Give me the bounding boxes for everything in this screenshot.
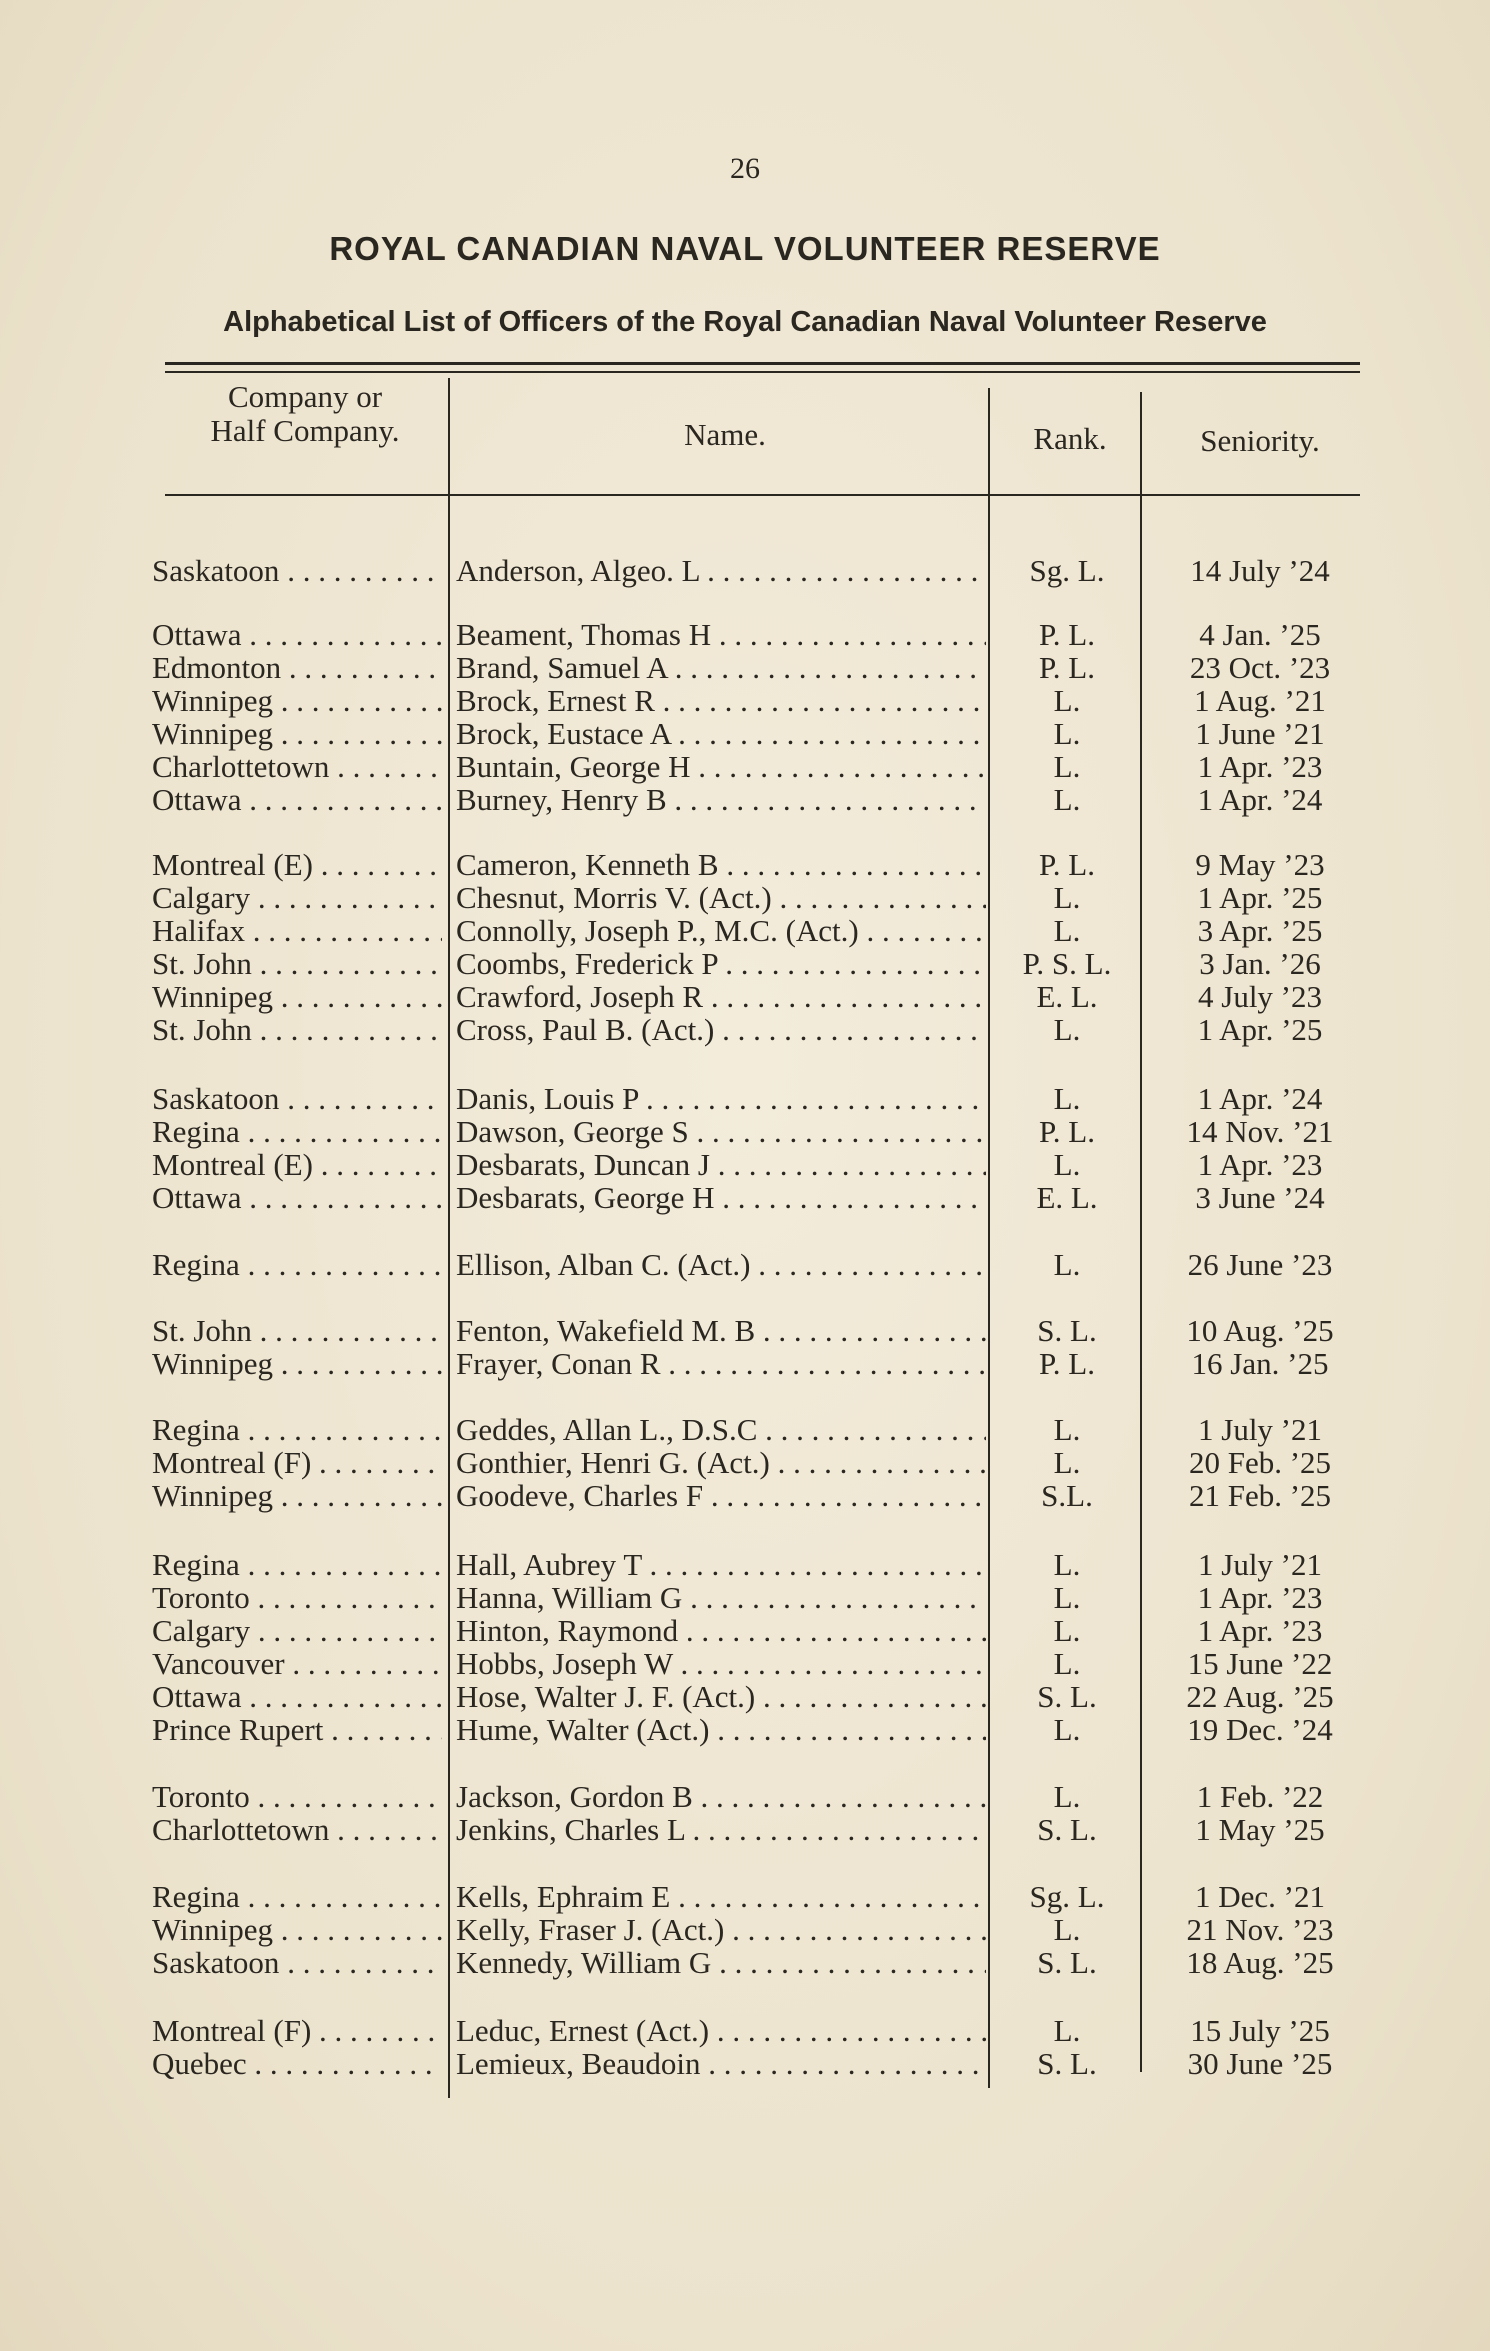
name-cell: Crawford, Joseph R . . . <box>456 980 986 1014</box>
table-row <box>0 1314 1490 1348</box>
page-number: 26 <box>730 152 760 185</box>
company-cell: Saskatoon . . . <box>152 1082 442 1116</box>
seniority-cell: 3 Apr. ’25 <box>1197 914 1323 948</box>
table-row <box>0 980 1490 1014</box>
seniority-cell: 21 Nov. ’23 <box>1186 1913 1334 1947</box>
rank-cell: L. <box>1053 1082 1081 1116</box>
rank-cell: L. <box>1053 2014 1081 2048</box>
seniority-cell: 1 Apr. ’23 <box>1197 1581 1323 1615</box>
table-row <box>0 848 1490 882</box>
table-row <box>0 618 1490 652</box>
rank-cell: L. <box>1053 1413 1081 1447</box>
rank-cell: L. <box>1053 783 1081 817</box>
company-cell: Saskatoon . . . <box>152 554 442 588</box>
rank-cell: P. L. <box>1039 1115 1095 1149</box>
table-row <box>0 1347 1490 1381</box>
table-row <box>0 1479 1490 1513</box>
company-cell: Ottawa . . . <box>152 1181 442 1215</box>
table-row <box>0 1082 1490 1116</box>
name-cell: Hanna, William G . . . <box>456 1581 986 1615</box>
rank-cell: L. <box>1053 1148 1081 1182</box>
rank-cell: L. <box>1053 881 1081 915</box>
rank-cell: Sg. L. <box>1029 554 1105 588</box>
rank-cell: L. <box>1053 1548 1081 1582</box>
company-cell: St. John . . . <box>152 947 442 981</box>
table-row <box>0 881 1490 915</box>
company-cell: Toronto . . . <box>152 1581 442 1615</box>
rank-cell: L. <box>1053 750 1081 784</box>
company-cell: Montreal (E) . . . <box>152 848 442 882</box>
table-row <box>0 1813 1490 1847</box>
rank-cell: L. <box>1053 1446 1081 1480</box>
name-cell: Brock, Ernest R . . . <box>456 684 986 718</box>
name-cell: Brand, Samuel A . . . <box>456 651 986 685</box>
rank-cell: P. L. <box>1039 848 1095 882</box>
company-cell: Winnipeg . . . <box>152 1347 442 1381</box>
seniority-cell: 1 May ’25 <box>1195 1813 1325 1847</box>
rank-cell: L. <box>1053 1248 1081 1282</box>
table-row <box>0 783 1490 817</box>
column-header-name: Name. <box>684 417 766 452</box>
table-row <box>0 947 1490 981</box>
table-row <box>0 2014 1490 2048</box>
name-cell: Hume, Walter (Act.) . . . <box>456 1713 986 1747</box>
company-cell: Ottawa . . . <box>152 618 442 652</box>
name-cell: Desbarats, George H . . . <box>456 1181 986 1215</box>
company-cell: Prince Rupert . . . <box>152 1713 442 1747</box>
name-cell: Gonthier, Henri G. (Act.) . . . <box>456 1446 986 1480</box>
company-cell: Regina . . . <box>152 1413 442 1447</box>
table-row <box>0 554 1490 588</box>
column-header-seniority: Seniority. <box>1200 423 1320 458</box>
name-cell: Hobbs, Joseph W . . . <box>456 1647 986 1681</box>
company-cell: Ottawa . . . <box>152 783 442 817</box>
table-row <box>0 1780 1490 1814</box>
seniority-cell: 10 Aug. ’25 <box>1186 1314 1334 1348</box>
table-row <box>0 750 1490 784</box>
table-row <box>0 1713 1490 1747</box>
company-cell: Calgary . . . <box>152 1614 442 1648</box>
name-cell: Kennedy, William G . . . <box>456 1946 986 1980</box>
seniority-cell: 4 Jan. ’25 <box>1199 618 1321 652</box>
seniority-cell: 1 Apr. ’25 <box>1197 881 1323 915</box>
seniority-cell: 9 May ’23 <box>1195 848 1325 882</box>
seniority-cell: 20 Feb. ’25 <box>1188 1446 1332 1480</box>
seniority-cell: 1 Apr. ’24 <box>1197 1082 1323 1116</box>
company-cell: Ottawa . . . <box>152 1680 442 1714</box>
company-cell: Vancouver . . . <box>152 1647 442 1681</box>
column-header-rank: Rank. <box>1033 421 1107 456</box>
company-cell: Quebec . . . <box>152 2047 442 2081</box>
seniority-cell: 26 June ’23 <box>1187 1248 1333 1282</box>
table-row <box>0 1446 1490 1480</box>
company-cell: Regina . . . <box>152 1115 442 1149</box>
table-row <box>0 2047 1490 2081</box>
rank-cell: L. <box>1053 1581 1081 1615</box>
rank-cell: L. <box>1053 1647 1081 1681</box>
company-cell: Edmonton . . . <box>152 651 442 685</box>
company-cell: Toronto . . . <box>152 1780 442 1814</box>
rank-cell: S. L. <box>1037 1946 1097 1980</box>
seniority-cell: 3 Jan. ’26 <box>1199 947 1321 981</box>
company-cell: Saskatoon . . . <box>152 1946 442 1980</box>
rank-cell: L. <box>1053 914 1081 948</box>
company-cell: Winnipeg . . . <box>152 1913 442 1947</box>
table-row <box>0 1248 1490 1282</box>
name-cell: Kells, Ephraim E . . . <box>456 1880 986 1914</box>
rank-cell: S.L. <box>1041 1479 1093 1513</box>
seniority-cell: 1 Apr. ’23 <box>1197 750 1323 784</box>
name-cell: Hinton, Raymond . . . <box>456 1614 986 1648</box>
table-row <box>0 1181 1490 1215</box>
table-row <box>0 684 1490 718</box>
rank-cell: S. L. <box>1037 2047 1097 2081</box>
name-cell: Dawson, George S . . . <box>456 1115 986 1149</box>
table-row <box>0 914 1490 948</box>
seniority-cell: 30 June ’25 <box>1187 2047 1333 2081</box>
name-cell: Buntain, George H . . . <box>456 750 986 784</box>
table-row <box>0 1115 1490 1149</box>
company-cell: Charlottetown . . . <box>152 1813 442 1847</box>
rank-cell: S. L. <box>1037 1680 1097 1714</box>
name-cell: Brock, Eustace A . . . <box>456 717 986 751</box>
name-cell: Jackson, Gordon B . . . <box>456 1780 986 1814</box>
rank-cell: L. <box>1053 1013 1081 1047</box>
table-row <box>0 1946 1490 1980</box>
rank-cell: P. L. <box>1039 618 1095 652</box>
rank-cell: S. L. <box>1037 1314 1097 1348</box>
company-cell: Regina . . . <box>152 1548 442 1582</box>
seniority-cell: 14 July ’24 <box>1190 554 1330 588</box>
company-cell: Regina . . . <box>152 1248 442 1282</box>
page-subtitle: Alphabetical List of Officers of the Royal Canadian Naval Volunteer Reserve <box>223 306 1267 338</box>
rank-cell: P. S. L. <box>1022 947 1112 981</box>
name-cell: Leduc, Ernest (Act.) . . . <box>456 2014 986 2048</box>
seniority-cell: 16 Jan. ’25 <box>1191 1347 1329 1381</box>
name-cell: Connolly, Joseph P., M.C. (Act.) . . . <box>456 914 986 948</box>
rank-cell: L. <box>1053 684 1081 718</box>
table-row <box>0 1614 1490 1648</box>
table-row <box>0 1680 1490 1714</box>
name-cell: Frayer, Conan R . . . <box>456 1347 986 1381</box>
table-row <box>0 651 1490 685</box>
rank-cell: Sg. L. <box>1029 1880 1105 1914</box>
rank-cell: L. <box>1053 1780 1081 1814</box>
seniority-cell: 21 Feb. ’25 <box>1188 1479 1332 1513</box>
table-row <box>0 1013 1490 1047</box>
seniority-cell: 1 July ’21 <box>1198 1413 1322 1447</box>
name-cell: Cameron, Kenneth B . . . <box>456 848 986 882</box>
name-cell: Lemieux, Beaudoin . . . <box>456 2047 986 2081</box>
company-cell: Montreal (F) . . . <box>152 1446 442 1480</box>
table-row <box>0 1581 1490 1615</box>
company-cell: Winnipeg . . . <box>152 684 442 718</box>
seniority-cell: 23 Oct. ’23 <box>1189 651 1331 685</box>
name-cell: Ellison, Alban C. (Act.) . . . <box>456 1248 986 1282</box>
rank-cell: P. L. <box>1039 651 1095 685</box>
company-cell: Montreal (F) . . . <box>152 2014 442 2048</box>
name-cell: Anderson, Algeo. L . . . <box>456 554 986 588</box>
rank-cell: P. L. <box>1039 1347 1095 1381</box>
name-cell: Burney, Henry B . . . <box>456 783 986 817</box>
name-cell: Chesnut, Morris V. (Act.) . . . <box>456 881 986 915</box>
company-cell: Winnipeg . . . <box>152 980 442 1014</box>
seniority-cell: 15 June ’22 <box>1187 1647 1333 1681</box>
rank-cell: S. L. <box>1037 1813 1097 1847</box>
name-cell: Desbarats, Duncan J . . . <box>456 1148 986 1182</box>
name-cell: Hose, Walter J. F. (Act.) . . . <box>456 1680 986 1714</box>
name-cell: Danis, Louis P . . . <box>456 1082 986 1116</box>
company-cell: Calgary . . . <box>152 881 442 915</box>
company-cell: Winnipeg . . . <box>152 1479 442 1513</box>
table-row <box>0 717 1490 751</box>
seniority-cell: 19 Dec. ’24 <box>1187 1713 1333 1747</box>
company-cell: Montreal (E) . . . <box>152 1148 442 1182</box>
column-header-company: Company or Half Company. <box>210 379 400 448</box>
company-cell: Winnipeg . . . <box>152 717 442 751</box>
company-cell: Regina . . . <box>152 1880 442 1914</box>
rank-cell: L. <box>1053 1913 1081 1947</box>
table-row <box>0 1413 1490 1447</box>
name-cell: Coombs, Frederick P . . . <box>456 947 986 981</box>
rank-cell: L. <box>1053 1614 1081 1648</box>
rank-cell: L. <box>1053 1713 1081 1747</box>
table-row <box>0 1880 1490 1914</box>
name-cell: Beament, Thomas H . . . <box>456 618 986 652</box>
name-cell: Geddes, Allan L., D.S.C . . . <box>456 1413 986 1447</box>
name-cell: Kelly, Fraser J. (Act.) . . . <box>456 1913 986 1947</box>
seniority-cell: 1 Aug. ’21 <box>1194 684 1326 718</box>
page-title: ROYAL CANADIAN NAVAL VOLUNTEER RESERVE <box>329 230 1161 267</box>
table-row <box>0 1913 1490 1947</box>
name-cell: Hall, Aubrey T . . . <box>456 1548 986 1582</box>
seniority-cell: 3 June ’24 <box>1195 1181 1325 1215</box>
company-cell: St. John . . . <box>152 1013 442 1047</box>
company-cell: Halifax . . . <box>152 914 442 948</box>
seniority-cell: 1 June ’21 <box>1195 717 1325 751</box>
seniority-cell: 1 July ’21 <box>1198 1548 1322 1582</box>
seniority-cell: 1 Apr. ’23 <box>1197 1148 1323 1182</box>
rank-cell: E. L. <box>1036 1181 1098 1215</box>
name-cell: Fenton, Wakefield M. B . . . <box>456 1314 986 1348</box>
seniority-cell: 15 July ’25 <box>1190 2014 1330 2048</box>
seniority-cell: 1 Feb. ’22 <box>1196 1780 1324 1814</box>
seniority-cell: 22 Aug. ’25 <box>1186 1680 1334 1714</box>
seniority-cell: 1 Apr. ’23 <box>1197 1614 1323 1648</box>
rank-cell: L. <box>1053 717 1081 751</box>
table-row <box>0 1148 1490 1182</box>
seniority-cell: 4 July ’23 <box>1198 980 1322 1014</box>
seniority-cell: 1 Apr. ’25 <box>1197 1013 1323 1047</box>
table-row <box>0 1548 1490 1582</box>
rank-cell: E. L. <box>1036 980 1098 1014</box>
name-cell: Cross, Paul B. (Act.) . . . <box>456 1013 986 1047</box>
seniority-cell: 14 Nov. ’21 <box>1186 1115 1334 1149</box>
table-row <box>0 1647 1490 1681</box>
seniority-cell: 1 Apr. ’24 <box>1197 783 1323 817</box>
name-cell: Goodeve, Charles F . . . <box>456 1479 986 1513</box>
name-cell: Jenkins, Charles L . . . <box>456 1813 986 1847</box>
seniority-cell: 18 Aug. ’25 <box>1186 1946 1334 1980</box>
company-cell: Charlottetown . . . <box>152 750 442 784</box>
company-cell: St. John . . . <box>152 1314 442 1348</box>
seniority-cell: 1 Dec. ’21 <box>1195 1880 1325 1914</box>
